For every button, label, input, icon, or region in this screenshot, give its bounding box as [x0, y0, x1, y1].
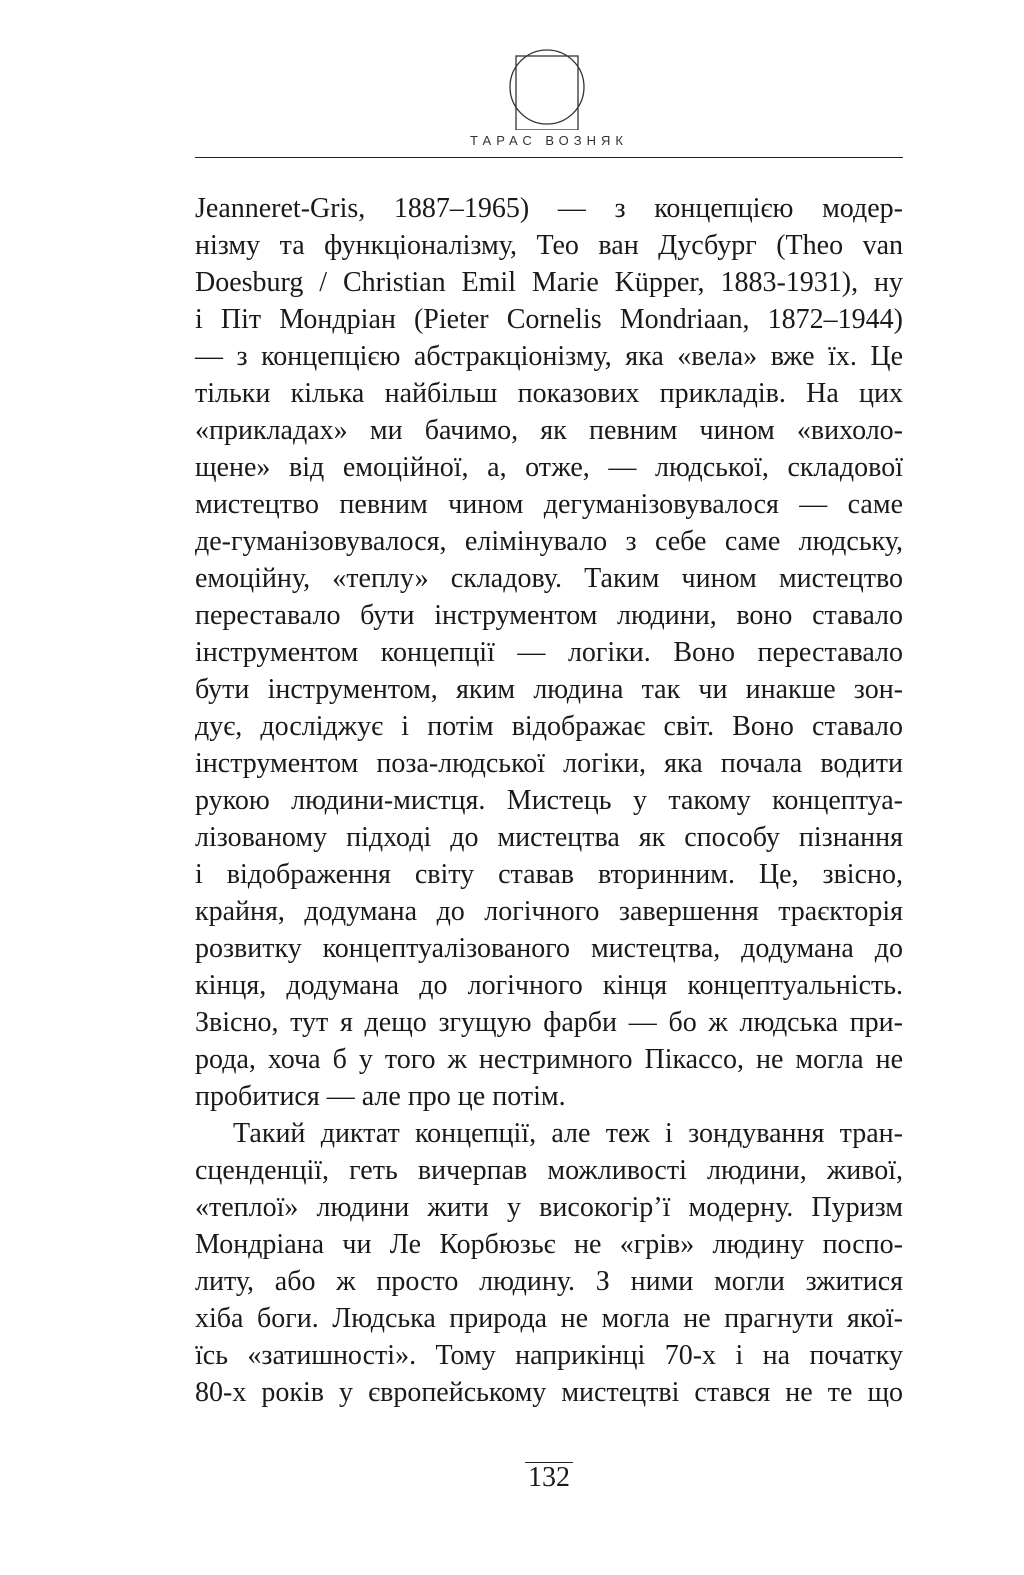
text-line: крайня, додумана до логічного завершення траєкторія — [195, 896, 903, 927]
text-line: нізму та функціоналізму, Тео ван Дусбург (Theo van — [195, 230, 903, 261]
text-line: лізованому підході до мистецтва як способу пізнання — [195, 822, 903, 853]
text-line: інструментом поза-людської логіки, яка почала водити — [195, 748, 903, 779]
text-line: литу, або ж просто людину. З ними могли зжитися — [195, 1266, 903, 1297]
circle-square-logo-icon — [509, 44, 585, 130]
paragraph — [195, 1115, 903, 1411]
text-line: і відображення світу ставав вторинним. Це, звісно, — [195, 859, 903, 890]
running-head: ТАРАС ВОЗНЯК — [470, 133, 628, 148]
text-line: їсь «затишності». Тому наприкінці 70-х і на початку — [195, 1340, 903, 1371]
text-line: мистецтво певним чином дегуманізовувалося — саме — [195, 489, 903, 520]
text-line: сценденції, геть вичерпав можливості людини, живої, — [195, 1155, 903, 1186]
text-line: емоційну, «теплу» складову. Таким чином мистецтво — [195, 563, 903, 594]
text-line: Звісно, тут я дещо згущую фарби — бо ж людська при- — [195, 1007, 903, 1038]
paragraph — [195, 190, 903, 1115]
text-line: пробитися — але про це потім. — [195, 1081, 566, 1112]
text-line: розвитку концептуалізованого мистецтва, додумана до — [195, 933, 903, 964]
text-line: хіба боги. Людська природа не могла не прагнути якої- — [195, 1303, 903, 1334]
text-line: тільки кілька найбільш показових прикладів. На цих — [195, 378, 903, 409]
text-line: Такий диктат концепції, але теж і зондування тран- — [233, 1118, 903, 1149]
text-line: рода, хоча б у того ж нестримного Пікассо, не могла не — [195, 1044, 903, 1075]
text-line: «теплої» людини жити у високогір’ї модерну. Пуризм — [195, 1192, 903, 1223]
text-line: Мондріана чи Ле Корбюзьє не «грів» людину поспо- — [195, 1229, 903, 1260]
text-line: переставало бути інструментом людини, воно ставало — [195, 600, 903, 631]
body-text — [195, 190, 903, 1411]
text-line: інструментом концепції — логіки. Воно переставало — [195, 637, 903, 668]
page-number: 132 — [528, 1462, 570, 1493]
text-line: Jeanneret-Gris, 1887–1965) — з концепцією модер- — [195, 193, 903, 224]
text-line: рукою людини-мистця. Мистець у такому концептуа- — [195, 785, 903, 816]
text-line: 80-х років у європейському мистецтві стався не те що — [195, 1377, 903, 1408]
text-line: бути інструментом, яким людина так чи инакше зон- — [195, 674, 903, 705]
text-line: «прикладах» ми бачимо, як певним чином «вихоло- — [195, 415, 903, 446]
header-rule — [195, 157, 903, 158]
text-line: Doesburg / Christian Emil Marie Küpper, 1883-1931), ну — [195, 267, 903, 298]
text-line: дує, досліджує і потім відображає світ. Воно ставало — [195, 711, 903, 742]
text-line: щене» від емоційної, а, отже, — людської, складової — [195, 452, 903, 483]
text-line: — з концепцією абстракціонізму, яка «вела» вже їх. Це — [195, 341, 903, 372]
text-line: де-гуманізовувалося, елімінувало з себе саме людську, — [195, 526, 903, 557]
text-line: кінця, додумана до логічного кінця концептуальність. — [195, 970, 903, 1001]
text-line: і Піт Мондріан (Pieter Cornelis Mondriaan, 1872–1944) — [195, 304, 903, 335]
